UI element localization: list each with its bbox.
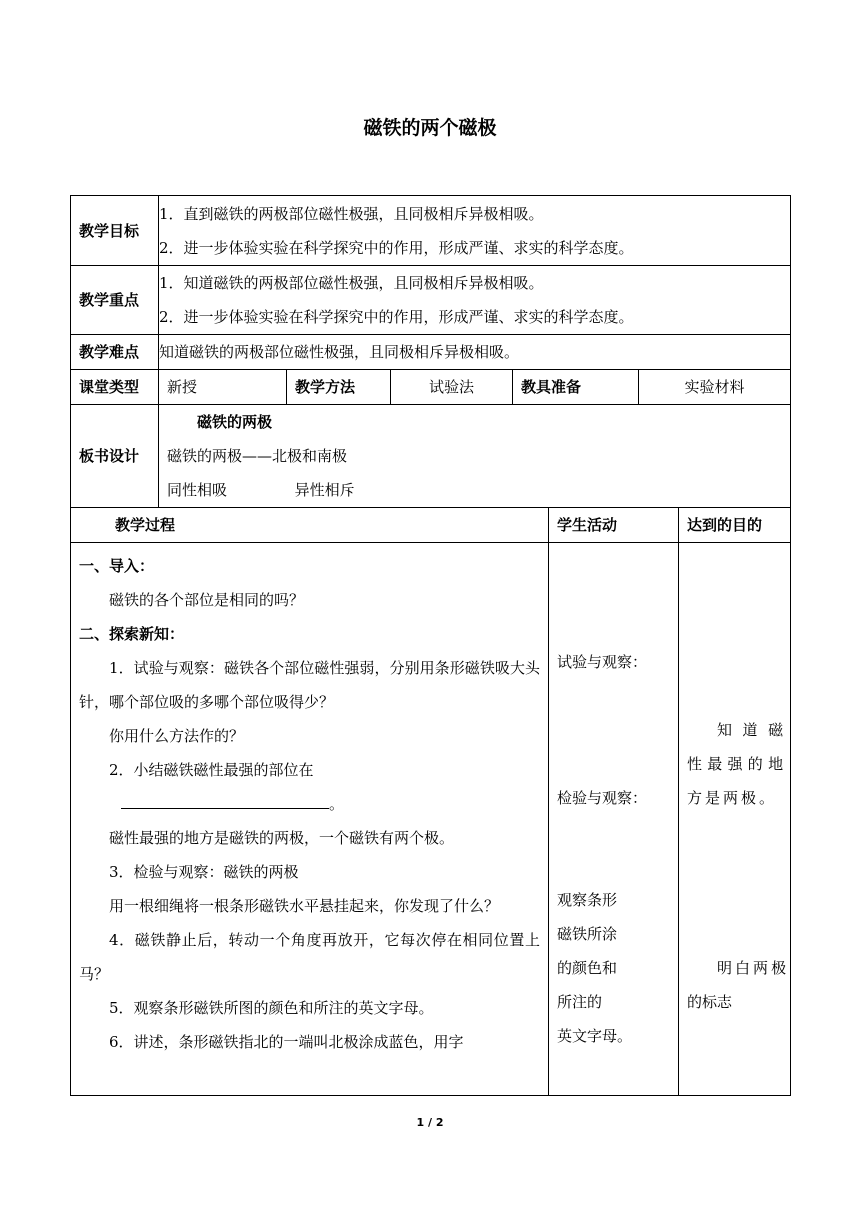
student-activity-line: 磁铁所涂 xyxy=(557,925,618,943)
student-activity-item: 检验与观察： xyxy=(557,789,648,807)
keypoint-item: 2．进一步体验实验在科学探究中的作用，形成严谨、求实的科学态度。 xyxy=(159,308,634,326)
class-type-label: 课堂类型 xyxy=(71,370,159,405)
process-row xyxy=(71,543,791,1096)
process-paragraph: 用一根细绳将一根条形磁铁水平悬挂起来，你发现了什么？ xyxy=(109,897,500,915)
board-heading: 磁铁的两极 xyxy=(197,413,273,431)
process-paragraph: 4．磁铁静止后，转动一个角度再放开，它每次停在相同位置上马？ xyxy=(79,931,540,983)
student-activity-line: 的颜色和 xyxy=(557,959,618,977)
keypoint-item: 1．知道磁铁的两极部位磁性极强，且同极相斥异极相吸。 xyxy=(159,274,544,292)
tools-label: 教具准备 xyxy=(513,370,639,405)
lesson-plan-table xyxy=(70,195,791,1096)
student-activity-item: 试验与观察： xyxy=(557,653,648,671)
blank-end: 。 xyxy=(329,795,345,813)
objectives-label: 教学目标 xyxy=(71,196,159,266)
board-label: 板书设计 xyxy=(71,405,159,508)
process-paragraph: 你用什么方法作的？ xyxy=(109,727,245,745)
goal-item: 知道磁性最强的地方是两极。 xyxy=(687,721,787,807)
difficulty-label: 教学难点 xyxy=(71,335,159,370)
info-row xyxy=(71,370,791,405)
tools-value: 实验材料 xyxy=(639,370,791,405)
board-line: 异性相斥 xyxy=(294,481,355,499)
process-paragraph: 1．试验与观察：磁铁各个部位磁性强弱，分别用条形磁铁吸大头针，哪个部位吸的多哪个部位吸得少？ xyxy=(79,659,540,711)
process-paragraph: 5．观察条形磁铁所图的颜色和所注的英文字母。 xyxy=(109,999,434,1017)
keypoints-row xyxy=(71,266,791,335)
page-title: 磁铁的两个磁极 xyxy=(363,117,497,139)
process-header-row xyxy=(71,508,791,543)
process-content xyxy=(71,543,549,1096)
page-number: 1 / 2 xyxy=(416,1116,444,1129)
student-activity-line: 所注的 xyxy=(557,993,603,1011)
process-paragraph: 6．讲述，条形磁铁指北的一端叫北极涂成蓝色，用字 xyxy=(109,1033,464,1051)
board-line: 磁铁的两极——北极和南极 xyxy=(167,447,348,465)
goal-header: 达到的目的 xyxy=(679,508,791,543)
objective-item: 2．进一步体验实验在科学探究中的作用，形成严谨、求实的科学态度。 xyxy=(159,238,634,257)
process-paragraph: 2．小结磁铁磁性最强的部位在 xyxy=(109,761,314,779)
goal-item: 明白两极的标志 xyxy=(687,959,787,1011)
board-line: 同性相吸 xyxy=(167,481,228,499)
class-type-value: 新授 xyxy=(159,370,287,405)
objectives-row xyxy=(71,196,791,266)
student-activity xyxy=(549,543,679,1096)
goals-content xyxy=(679,543,791,1096)
objective-item: 1．直到磁铁的两极部位磁性极强，且同极相斥异极相吸。 xyxy=(159,204,544,223)
section-heading: 一、导入： xyxy=(79,557,155,575)
student-activity-line: 观察条形 xyxy=(557,891,618,909)
difficulty-row xyxy=(71,335,791,370)
student-activity-line: 英文字母。 xyxy=(557,1027,633,1045)
student-header: 学生活动 xyxy=(549,508,679,543)
board-row xyxy=(71,405,791,508)
process-paragraph: 3．检验与观察：磁铁的两极 xyxy=(109,863,299,881)
process-paragraph: 磁性最强的地方是磁铁的两极，一个磁铁有两个极。 xyxy=(109,829,455,847)
difficulty-text: 知道磁铁的两极部位磁性极强，且同极相斥异极相吸。 xyxy=(159,335,791,370)
process-header: 教学过程 xyxy=(71,508,549,543)
process-paragraph: 磁铁的各个部位是相同的吗？ xyxy=(109,591,305,609)
method-label: 教学方法 xyxy=(287,370,391,405)
blank-line xyxy=(121,788,329,809)
method-value: 试验法 xyxy=(391,370,513,405)
keypoints-label: 教学重点 xyxy=(71,266,159,335)
section-heading: 二、探索新知： xyxy=(79,625,185,643)
